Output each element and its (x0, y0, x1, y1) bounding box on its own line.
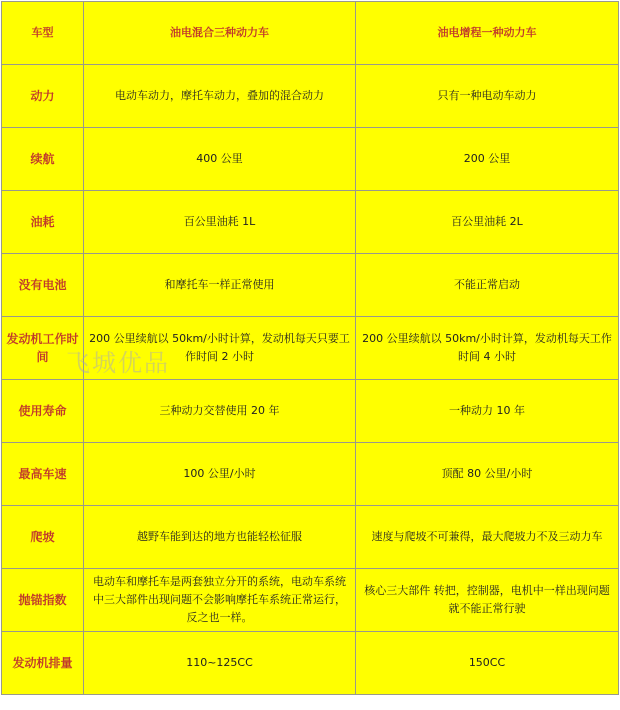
header-label: 车型 (2, 2, 84, 65)
row-label: 抛锚指数 (2, 569, 84, 632)
cell-range-extender: 顶配 80 公里/小时 (356, 443, 619, 506)
table-row (2, 380, 619, 443)
cell-hybrid: 200 公里续航以 50km/小时计算，发动机每天只要工作时间 2 小时 (84, 317, 356, 380)
row-label: 使用寿命 (2, 380, 84, 443)
cell-range-extender: 速度与爬坡不可兼得，最大爬坡力不及三动力车 (356, 506, 619, 569)
table-row (2, 443, 619, 506)
comparison-table (1, 1, 619, 695)
table-row (2, 191, 619, 254)
cell-range-extender: 不能正常启动 (356, 254, 619, 317)
cell-range-extender: 200 公里 (356, 128, 619, 191)
cell-hybrid: 电动车动力，摩托车动力，叠加的混合动力 (84, 65, 356, 128)
table-row (2, 632, 619, 695)
cell-range-extender: 只有一种电动车动力 (356, 65, 619, 128)
cell-range-extender: 200 公里续航以 50km/小时计算，发动机每天工作时间 4 小时 (356, 317, 619, 380)
row-label: 油耗 (2, 191, 84, 254)
table-row (2, 317, 619, 380)
cell-hybrid: 100 公里/小时 (84, 443, 356, 506)
cell-range-extender: 一种动力 10 年 (356, 380, 619, 443)
row-label: 没有电池 (2, 254, 84, 317)
row-label: 发动机排量 (2, 632, 84, 695)
cell-hybrid: 和摩托车一样正常使用 (84, 254, 356, 317)
row-label: 最高车速 (2, 443, 84, 506)
watermark: 飞城优品 (66, 349, 170, 377)
cell-hybrid: 三种动力交替使用 20 年 (84, 380, 356, 443)
table-row (2, 128, 619, 191)
table-row (2, 254, 619, 317)
cell-range-extender: 百公里油耗 2L (356, 191, 619, 254)
cell-hybrid: 电动车和摩托车是两套独立分开的系统，电动车系统中三大部件出现问题不会影响摩托车系统正常运行，反之也一样。 (84, 569, 356, 632)
header-hybrid-three-power: 油电混合三种动力车 (84, 2, 356, 65)
cell-range-extender: 150CC (356, 632, 619, 695)
row-label: 续航 (2, 128, 84, 191)
cell-range-extender: 核心三大部件 转把，控制器，电机中一样出现问题就不能正常行驶 (356, 569, 619, 632)
header-range-extender: 油电增程一种动力车 (356, 2, 619, 65)
cell-hybrid: 110~125CC (84, 632, 356, 695)
cell-hybrid: 400 公里 (84, 128, 356, 191)
row-label: 动力 (2, 65, 84, 128)
cell-hybrid: 越野车能到达的地方也能轻松征服 (84, 506, 356, 569)
row-label: 发动机工作时间 (2, 317, 84, 380)
table-row (2, 65, 619, 128)
row-label: 爬坡 (2, 506, 84, 569)
cell-hybrid: 百公里油耗 1L (84, 191, 356, 254)
table-header-row (2, 2, 619, 65)
table-row (2, 569, 619, 632)
table-row (2, 506, 619, 569)
